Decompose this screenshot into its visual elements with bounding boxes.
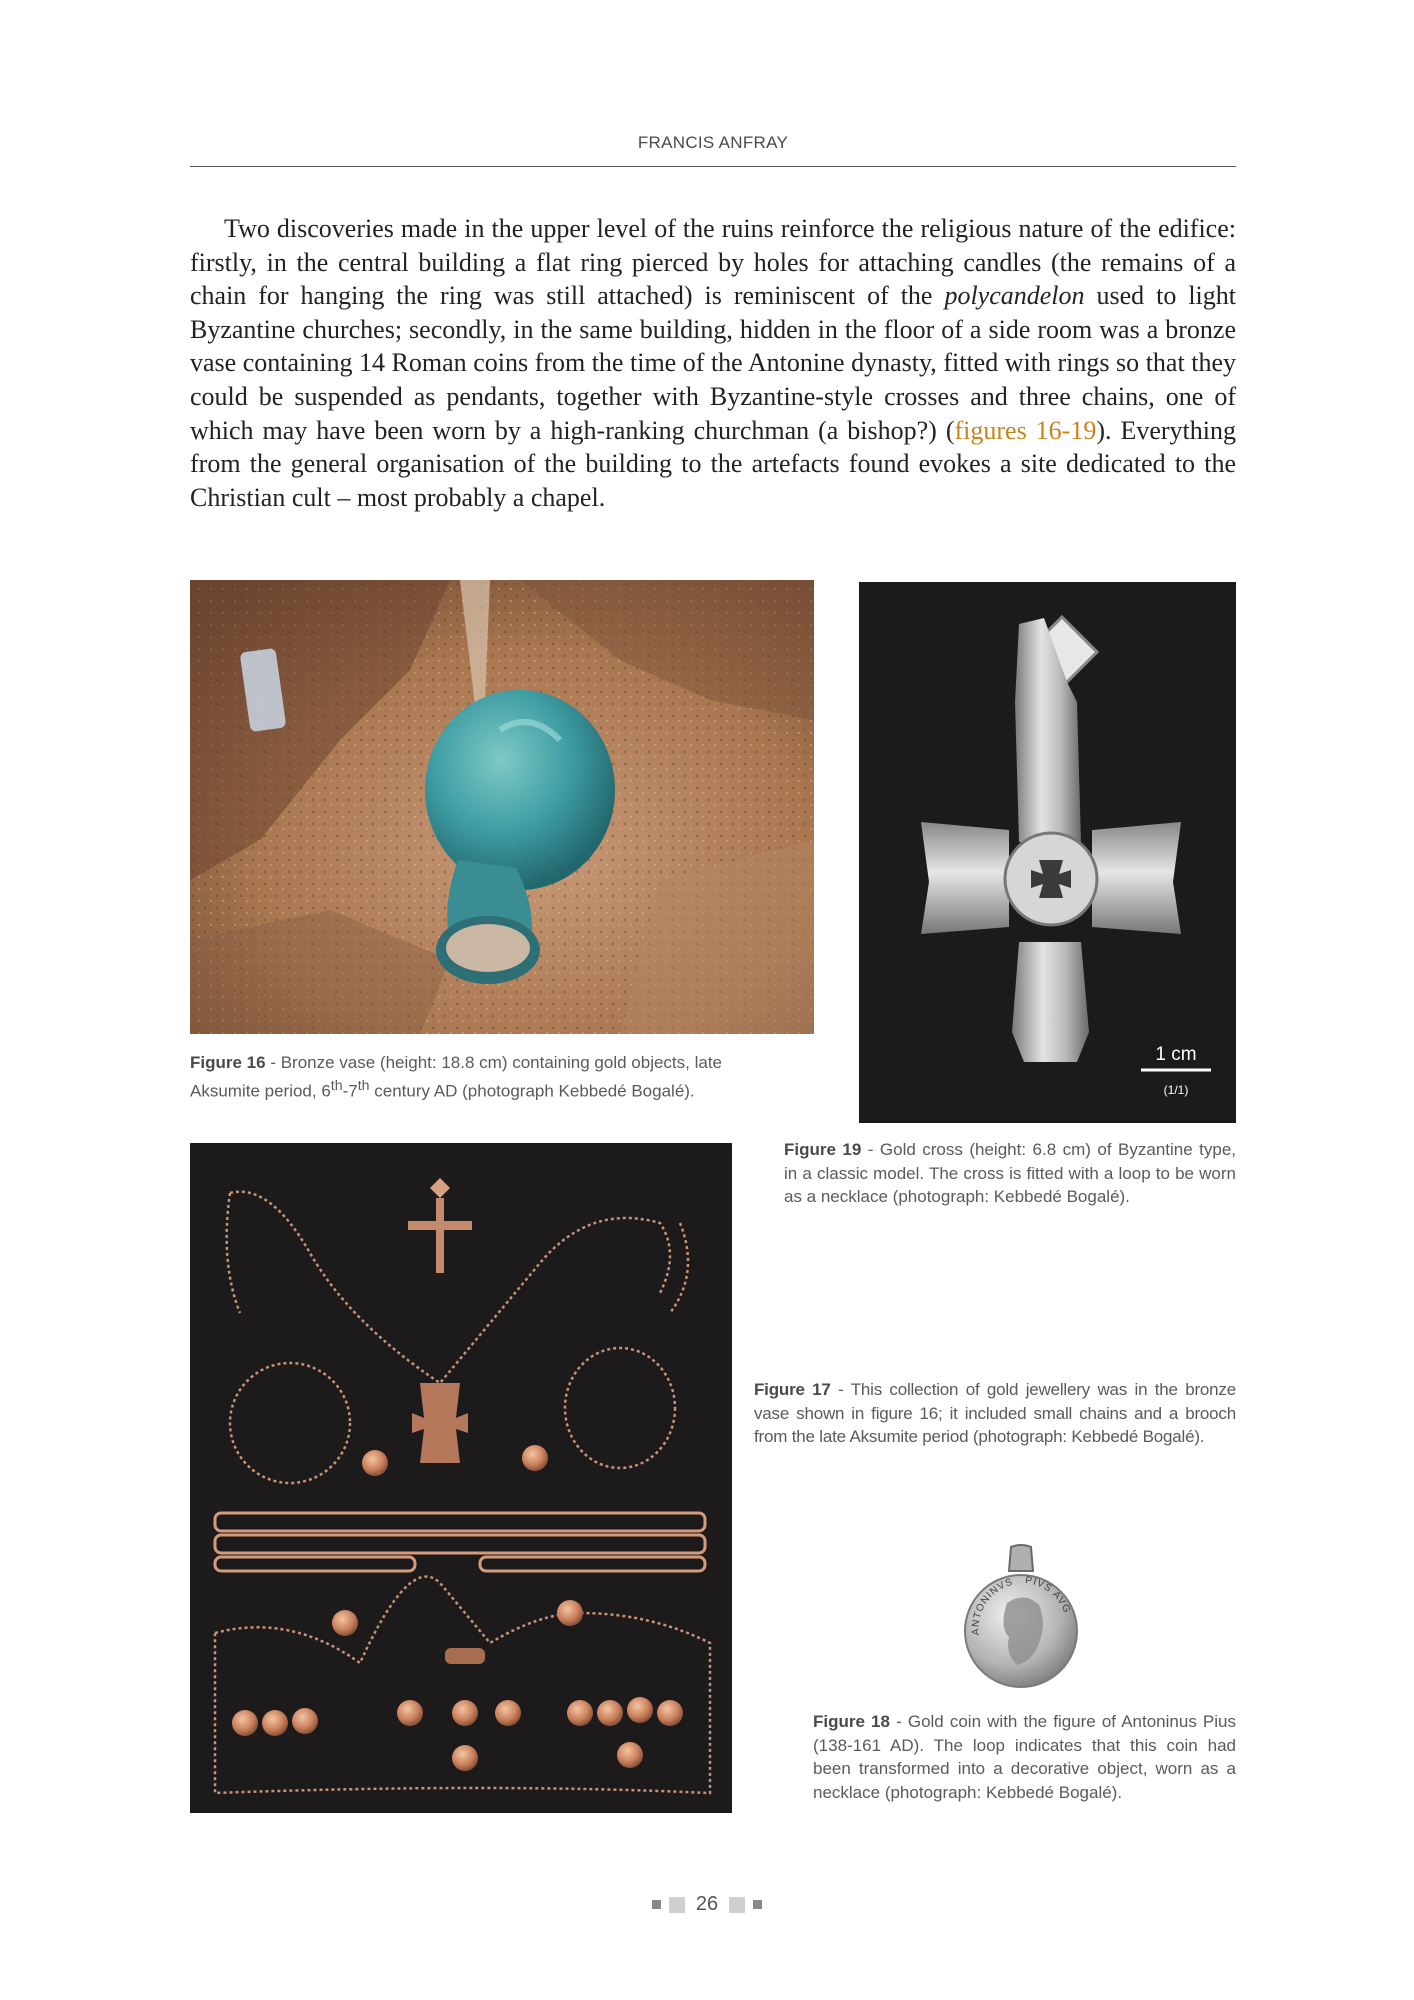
page-number: 26 — [695, 1893, 719, 1915]
figure-19-gold-cross-photo — [859, 582, 1236, 1123]
figure-16-bronze-vase-photo — [190, 580, 814, 1034]
body-paragraph — [190, 212, 1236, 514]
running-head: FRANCIS ANFRAY — [637, 133, 789, 152]
figure-17-gold-jewellery-photo — [190, 1143, 732, 1813]
figure-19-label: Figure 19 — [784, 1140, 862, 1159]
page-footer — [0, 1893, 1414, 1916]
figure-18-caption — [813, 1710, 1236, 1804]
footer-ornament-large-left — [669, 1897, 685, 1913]
figure-16-caption-text-a: - Bronze vase (height: 18.8 cm) containing gold objects, late Aksumite period, 6 — [190, 1053, 723, 1101]
figure-18-antoninus-coin-photo — [955, 1543, 1087, 1691]
header-rule — [190, 166, 1236, 167]
figure-19-scale-ratio: (1/1) — [1163, 1083, 1189, 1097]
figure-16-caption — [190, 1051, 750, 1103]
body-text-italic-term: polycandelon — [944, 281, 1085, 311]
figure-18-coin-legend-right: PIVS AVG — [1024, 1574, 1073, 1616]
footer-ornament-large-right — [729, 1897, 745, 1913]
figure-reference-link[interactable]: figures 16-19 — [954, 415, 1097, 445]
figure-17-label: Figure 17 — [754, 1380, 831, 1399]
body-text-part3: ). Everything from the general organisation of the building to the artefacts found evokes a site dedicated to the Christian cult – most probably a chapel. — [190, 415, 1236, 512]
body-text-part2: used to light Byzantine churches; secondly, in the same building, hidden in the floor of a side room was a bronze vase containing 14 Roman coins from the time of the Antonine dynasty, fitted with rings so that they could be suspended as pendants, together with Byzantine-style crosses and three chains, one of which may have been worn by a high-ranking churchman (a bishop?) ( — [190, 281, 1236, 445]
figure-16-caption-text-c: century AD (photograph Kebbedé Bogalé). — [369, 1081, 695, 1101]
body-text-part1: Two discoveries made in the upper level of the ruins reinforce the religious nature of the edifice: firstly, in the central building a flat ring pierced by holes for attaching candles (the remains of a chain for hanging the ring was still attached) is reminiscent of the — [190, 214, 1236, 311]
figure-19-caption — [784, 1138, 1236, 1209]
figure-19-scale-label: 1 cm — [1155, 1044, 1197, 1065]
figure-17-caption — [754, 1378, 1236, 1449]
figure-18-label: Figure 18 — [813, 1712, 890, 1731]
figure-18-caption-text: - Gold coin with the figure of Antoninus Pius (138-161 AD). The loop indicates that this coin had been transformed into a decorative object, worn as a necklace (photograph: Kebbedé Bogalé). — [813, 1712, 1236, 1802]
figure-16-superscript-1: th — [330, 1077, 343, 1094]
figure-16-caption-text-b: -7 — [342, 1081, 358, 1101]
footer-ornament-small-right — [753, 1900, 762, 1909]
figure-19-caption-text: - Gold cross (height: 6.8 cm) of Byzantine type, in a classic model. The cross is fitted with a loop to be worn as a necklace (photograph: Kebbedé Bogalé). — [784, 1140, 1236, 1206]
figure-16-label: Figure 16 — [190, 1053, 266, 1072]
figure-17-caption-text: - This collection of gold jewellery was in the bronze vase shown in figure 16; it included small chains and a brooch from the late Aksumite period (photograph: Kebbedé Bogalé). — [754, 1380, 1236, 1446]
figure-16-superscript-2: th — [357, 1077, 370, 1094]
footer-ornament-small-left — [652, 1900, 661, 1909]
figure-18-coin-legend-left: ANTONINVS — [970, 1576, 1015, 1636]
